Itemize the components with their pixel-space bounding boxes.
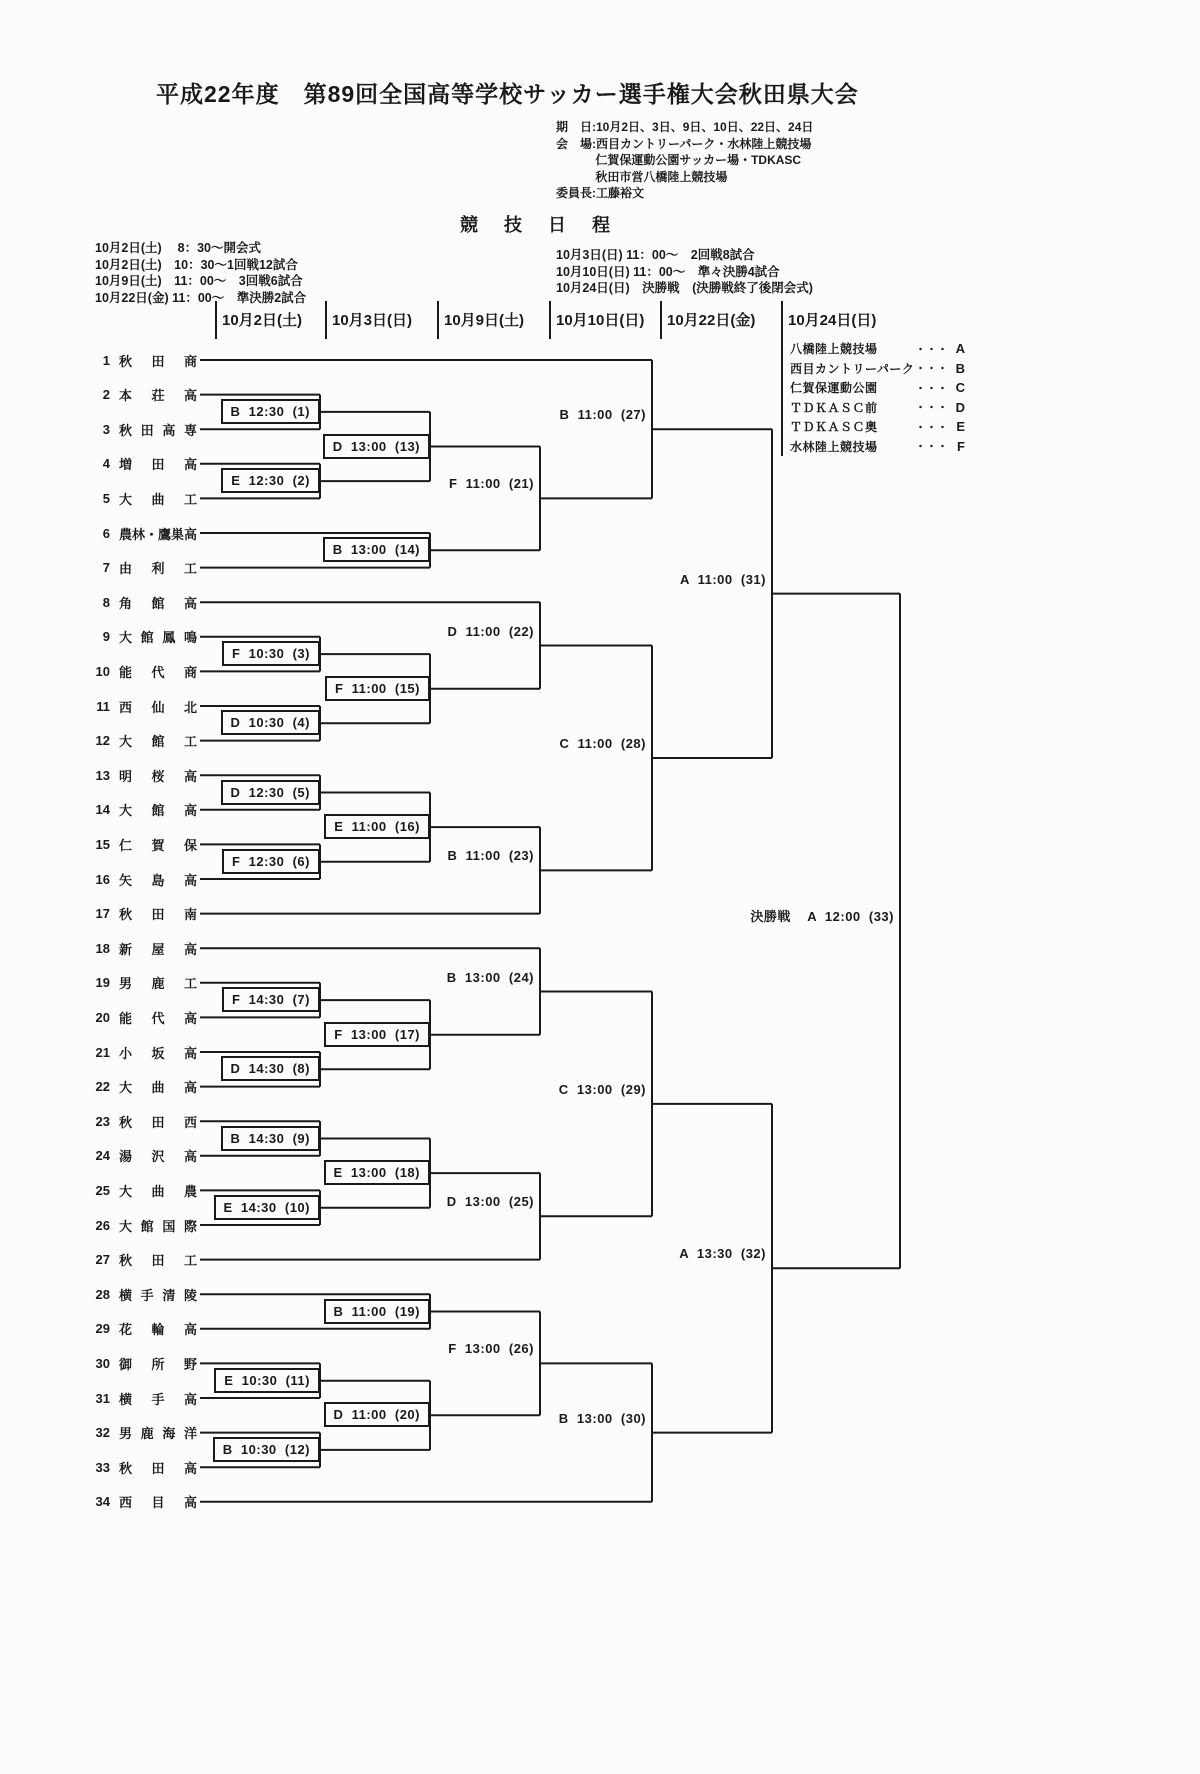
team-row-7 bbox=[84, 558, 197, 578]
team-name: 大曲工 bbox=[119, 491, 197, 507]
team-row-8 bbox=[84, 592, 197, 612]
info-line-2: 会 場:西目カントリーパーク・水林陸上競技場 bbox=[556, 136, 812, 151]
info-line-5: 委員長:工藤裕文 bbox=[556, 186, 644, 200]
team-name: 横手清陵 bbox=[119, 1287, 197, 1303]
venue-dots: ・・・ bbox=[915, 441, 948, 454]
venue-code: C bbox=[955, 380, 965, 396]
team-number: 8 bbox=[102, 594, 110, 610]
match-label-19: B 11:00 (19) bbox=[324, 1299, 431, 1324]
match-label-3: F 10:30 (3) bbox=[222, 641, 320, 666]
team-row-3 bbox=[84, 419, 197, 439]
team-number: 25 bbox=[95, 1182, 110, 1198]
team-number: 24 bbox=[95, 1148, 110, 1164]
team-row-10 bbox=[84, 661, 197, 681]
match-label-17: F 13:00 (17) bbox=[324, 1022, 430, 1047]
team-name: 小坂高 bbox=[119, 1045, 197, 1061]
info-line-4: 秋田市営八橋陸上競技場 bbox=[556, 169, 728, 184]
schedule-line-left-3: 10月9日(土) 11：00〜 3回戦6試合 bbox=[95, 274, 303, 288]
team-row-2 bbox=[84, 385, 197, 405]
info-line-3: 仁賀保運動公園サッカー場・TDKASC bbox=[556, 153, 802, 167]
team-row-13 bbox=[84, 765, 197, 785]
match-label-1: B 12:30 (1) bbox=[221, 399, 320, 424]
team-number: 27 bbox=[95, 1252, 110, 1268]
team-number: 28 bbox=[95, 1286, 110, 1302]
match-label-7: F 14:30 (7) bbox=[222, 987, 320, 1012]
team-number: 19 bbox=[95, 975, 110, 991]
match-label-23: B 11:00 (23) bbox=[447, 848, 534, 864]
team-name: 大曲高 bbox=[119, 1080, 197, 1096]
team-row-9 bbox=[84, 627, 197, 647]
venue-name: ＴＤＫＡＳＣ奥 bbox=[790, 420, 878, 435]
team-number: 7 bbox=[102, 560, 110, 576]
venue-dots: ・・・ bbox=[915, 343, 948, 356]
team-number: 4 bbox=[102, 456, 110, 472]
team-number: 21 bbox=[95, 1044, 110, 1060]
team-name: 大館鳳鳴 bbox=[119, 630, 197, 646]
venue-name: 八橋陸上競技場 bbox=[790, 342, 878, 357]
match-label-10: E 14:30 (10) bbox=[214, 1195, 321, 1220]
team-number: 33 bbox=[95, 1459, 110, 1475]
match-label-14: B 13:00 (14) bbox=[323, 537, 430, 562]
team-name: 大館高 bbox=[119, 803, 197, 819]
venue-name: 仁賀保運動公園 bbox=[790, 381, 878, 396]
page-title: 平成22年度 第89回全国高等学校サッカー選手権大会秋田県大会 bbox=[156, 81, 859, 107]
team-number: 13 bbox=[95, 767, 110, 783]
column-header-4: 10月10日(日) bbox=[549, 301, 644, 339]
schedule-line-left-1: 10月2日(土) 8：30〜開会式 bbox=[95, 241, 262, 255]
match-label-6: F 12:30 (6) bbox=[222, 849, 320, 874]
team-row-21 bbox=[84, 1042, 197, 1062]
venue-row-6 bbox=[790, 437, 965, 457]
team-name: 大曲農 bbox=[119, 1183, 197, 1199]
match-label-8: D 14:30 (8) bbox=[221, 1056, 320, 1081]
team-row-17 bbox=[84, 904, 197, 924]
team-row-23 bbox=[84, 1111, 197, 1131]
match-label-24: B 13:00 (24) bbox=[446, 969, 534, 985]
team-name: 秋田工 bbox=[119, 1253, 197, 1269]
team-name: 由利工 bbox=[119, 561, 197, 577]
team-number: 15 bbox=[95, 836, 110, 852]
team-row-30 bbox=[84, 1353, 197, 1373]
column-header-6: 10月24日(日) bbox=[781, 301, 876, 339]
team-name: 本荘高 bbox=[119, 388, 197, 404]
team-row-1 bbox=[84, 350, 197, 370]
venue-code: A bbox=[955, 341, 965, 357]
match-label-20: D 11:00 (20) bbox=[324, 1402, 431, 1427]
schedule-line-right-3: 10月24日(日) 決勝戦 (決勝戦終了後閉会式) bbox=[556, 281, 813, 295]
team-row-27 bbox=[84, 1250, 197, 1270]
venue-name: 西目カントリーパーク bbox=[790, 361, 915, 376]
match-label-15: F 11:00 (15) bbox=[325, 676, 430, 701]
team-name: 矢島高 bbox=[119, 872, 197, 888]
team-number: 22 bbox=[95, 1079, 110, 1095]
venue-code: E bbox=[956, 419, 965, 435]
schedule-heading: 競 技 日 程 bbox=[460, 215, 614, 235]
team-row-20 bbox=[84, 1007, 197, 1027]
team-name: 湯沢高 bbox=[119, 1149, 197, 1165]
team-name: 男鹿工 bbox=[119, 976, 197, 992]
venue-code: F bbox=[957, 438, 965, 454]
team-row-25 bbox=[84, 1180, 197, 1200]
team-number: 18 bbox=[95, 940, 110, 956]
column-header-1: 10月2日(土) bbox=[215, 301, 302, 339]
team-row-12 bbox=[84, 731, 197, 751]
team-number: 9 bbox=[102, 629, 110, 645]
match-label-12: B 10:30 (12) bbox=[213, 1437, 320, 1462]
team-name: 大館国際 bbox=[119, 1218, 197, 1234]
match-label-26: F 13:00 (26) bbox=[448, 1341, 534, 1357]
match-label-18: E 13:00 (18) bbox=[324, 1160, 431, 1185]
schedule-line-right-2: 10月10日(日) 11：00〜 準々決勝4試合 bbox=[556, 264, 780, 279]
match-label-30: B 13:00 (30) bbox=[558, 1410, 646, 1426]
team-row-15 bbox=[84, 834, 197, 854]
team-row-14 bbox=[84, 800, 197, 820]
team-number: 31 bbox=[95, 1390, 110, 1406]
team-row-22 bbox=[84, 1077, 197, 1097]
team-name: 明桜高 bbox=[119, 768, 197, 784]
team-name: 農林・鷹巣高 bbox=[119, 526, 198, 542]
team-row-11 bbox=[84, 696, 197, 716]
schedule-line-right-1: 10月3日(日) 11：00〜 2回戦8試合 bbox=[556, 248, 755, 262]
venue-row-3 bbox=[790, 378, 965, 398]
team-number: 34 bbox=[95, 1494, 110, 1510]
column-header-3: 10月9日(土) bbox=[437, 301, 524, 339]
match-label-13: D 13:00 (13) bbox=[323, 434, 430, 459]
match-label-4: D 10:30 (4) bbox=[221, 710, 320, 735]
team-row-29 bbox=[84, 1319, 197, 1339]
match-label-32: A 13:30 (32) bbox=[679, 1246, 766, 1262]
info-line-1: 期 日:10月2日、3日、9日、10日、22日、24日 bbox=[556, 120, 814, 134]
venue-dots: ・・・ bbox=[915, 382, 948, 395]
team-number: 5 bbox=[102, 490, 110, 506]
team-row-24 bbox=[84, 1146, 197, 1166]
match-label-33: 決勝戦 A 12:00 (33) bbox=[750, 909, 894, 924]
venue-row-4 bbox=[790, 398, 965, 418]
venue-legend bbox=[781, 339, 965, 456]
team-number: 30 bbox=[95, 1355, 110, 1371]
team-number: 12 bbox=[95, 733, 110, 749]
team-name: 花輪高 bbox=[119, 1322, 197, 1338]
team-number: 32 bbox=[95, 1425, 110, 1441]
team-name: 角館高 bbox=[119, 595, 197, 611]
venue-dots: ・・・ bbox=[915, 421, 948, 434]
team-number: 23 bbox=[95, 1113, 110, 1129]
match-label-22: D 11:00 (22) bbox=[447, 623, 534, 639]
team-number: 26 bbox=[95, 1217, 110, 1233]
venue-name: ＴＤＫＡＳＣ前 bbox=[790, 400, 878, 415]
team-number: 14 bbox=[95, 802, 110, 818]
schedule-line-left-4: 10月22日(金) 11：00〜 準決勝2試合 bbox=[95, 290, 307, 305]
team-row-34 bbox=[84, 1492, 197, 1512]
team-row-4 bbox=[84, 454, 197, 474]
team-row-31 bbox=[84, 1388, 197, 1408]
match-label-11: E 10:30 (11) bbox=[214, 1368, 320, 1393]
team-name: 西仙北 bbox=[119, 699, 197, 715]
team-row-33 bbox=[84, 1457, 197, 1477]
match-label-29: C 13:00 (29) bbox=[558, 1081, 646, 1097]
team-row-5 bbox=[84, 488, 197, 508]
team-name: 御所野 bbox=[119, 1356, 197, 1372]
venue-dots: ・・・ bbox=[915, 402, 948, 415]
team-number: 29 bbox=[95, 1321, 110, 1337]
team-name: 西目高 bbox=[119, 1495, 197, 1511]
team-row-26 bbox=[84, 1215, 197, 1235]
match-label-5: D 12:30 (5) bbox=[221, 780, 320, 805]
team-name: 秋田高専 bbox=[119, 422, 197, 438]
team-number: 10 bbox=[95, 663, 110, 679]
match-label-2: E 12:30 (2) bbox=[221, 468, 320, 493]
team-row-16 bbox=[84, 869, 197, 889]
venue-name: 水林陸上競技場 bbox=[790, 439, 878, 454]
team-number: 1 bbox=[102, 352, 110, 368]
team-number: 16 bbox=[95, 871, 110, 887]
match-label-25: D 13:00 (25) bbox=[446, 1194, 534, 1210]
venue-code: B bbox=[955, 360, 965, 376]
team-name: 秋田商 bbox=[119, 353, 197, 369]
team-row-19 bbox=[84, 973, 197, 993]
schedule-line-left-2: 10月2日(土) 10：30〜1回戦12試合 bbox=[95, 257, 298, 272]
team-row-6 bbox=[84, 523, 197, 543]
team-number: 20 bbox=[95, 1009, 110, 1025]
team-name: 大館工 bbox=[119, 734, 197, 750]
team-name: 秋田南 bbox=[119, 907, 197, 923]
team-number: 3 bbox=[102, 421, 110, 437]
venue-dots: ・・・ bbox=[915, 363, 948, 376]
team-number: 11 bbox=[96, 698, 110, 714]
team-number: 2 bbox=[102, 387, 110, 403]
team-name: 秋田高 bbox=[119, 1460, 197, 1476]
match-label-16: E 11:00 (16) bbox=[324, 814, 430, 839]
venue-row-2 bbox=[790, 359, 965, 379]
match-label-21: F 11:00 (21) bbox=[448, 476, 534, 492]
team-number: 17 bbox=[95, 906, 110, 922]
match-label-27: B 11:00 (27) bbox=[559, 407, 646, 423]
venue-row-1 bbox=[790, 339, 965, 359]
team-row-28 bbox=[84, 1284, 197, 1304]
team-name: 秋田西 bbox=[119, 1114, 197, 1130]
team-name: 男鹿海洋 bbox=[119, 1426, 197, 1442]
team-name: 増田高 bbox=[119, 457, 197, 473]
team-name: 能代高 bbox=[119, 1010, 197, 1026]
team-number: 6 bbox=[102, 525, 110, 541]
team-row-32 bbox=[84, 1423, 197, 1443]
match-label-31: A 11:00 (31) bbox=[679, 571, 766, 587]
venue-row-5 bbox=[790, 417, 965, 437]
team-row-18 bbox=[84, 938, 197, 958]
venue-code: D bbox=[955, 399, 965, 415]
column-header-2: 10月3日(日) bbox=[325, 301, 412, 339]
column-header-5: 10月22日(金) bbox=[660, 301, 755, 339]
team-name: 仁賀保 bbox=[119, 837, 197, 853]
team-name: 横手高 bbox=[119, 1391, 197, 1407]
team-name: 能代商 bbox=[119, 664, 197, 680]
team-name: 新屋高 bbox=[119, 941, 197, 957]
match-label-28: C 11:00 (28) bbox=[559, 736, 646, 751]
match-label-9: B 14:30 (9) bbox=[221, 1126, 320, 1151]
